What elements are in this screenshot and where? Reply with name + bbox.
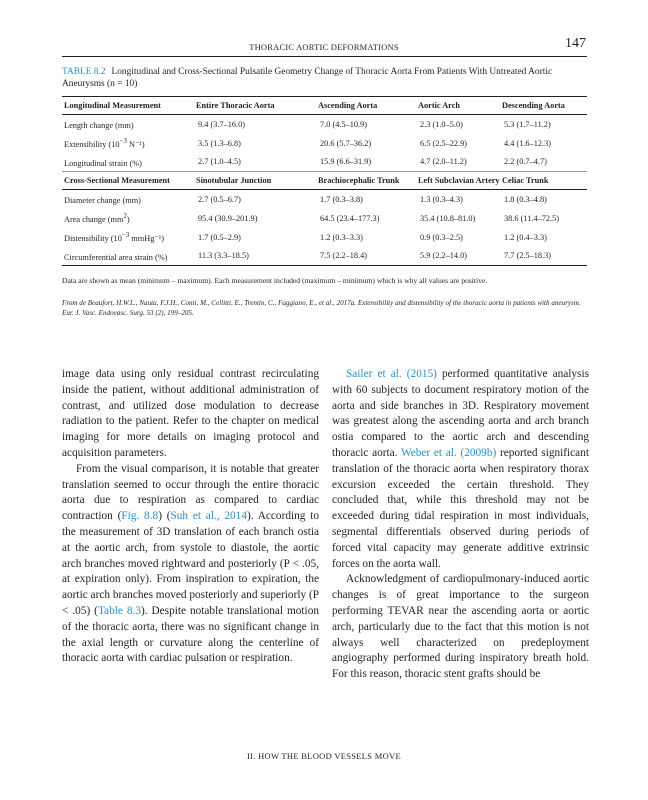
figure-link[interactable]: Fig. 8.8 [121, 510, 159, 523]
table-cell: 1.7 (0.5–2.9) [198, 232, 241, 242]
table-row [62, 247, 587, 266]
right-column [332, 367, 589, 683]
table-row [62, 209, 587, 228]
table-cell: 5.3 (1.7–11.2) [504, 119, 551, 129]
header-rule [62, 56, 587, 57]
table-caption [62, 66, 587, 90]
table-cell: 1.8 (0.3–4.8) [504, 195, 547, 205]
table-cell: 15.9 (6.6–31.9) [320, 157, 372, 167]
table-row [62, 228, 587, 247]
row-label: Diameter change (mm) [64, 196, 141, 206]
table-label: TABLE 8.2 [62, 67, 106, 77]
measurement-table [62, 96, 587, 266]
table-subheader-row [62, 172, 587, 190]
column-header: Sinotubular Junction [194, 172, 316, 190]
table-cell: 4.7 (2.0–11.2) [420, 157, 467, 167]
table-cell: 9.4 (3.7–16.0) [198, 119, 246, 129]
table-cell: 35.4 (10.8–81.0) [420, 213, 476, 223]
column-header: Left Subclavian Artery [416, 172, 500, 190]
table-cell: 7.7 (2.5–18.3) [500, 247, 587, 266]
column-header: Ascending Aorta [316, 97, 416, 115]
body-paragraph: Acknowledgment of cardiopulmonary-induced aortic changes is of great importance to the surgeon performing TEVAR near the ascending aorta or aortic arch, particularly due to the fact that this motion is not always well characterized on predeployment angiography performed during inspiratory breath hold. For this reason, thoracic stent grafts should be [332, 573, 589, 681]
body-paragraph: From the visual comparison, it is notable that greater translation seemed to occur through the entire thoracic aorta due to respiration as compared to cardiac contraction (Fig. 8.8) (Suh et al., 2014). According to the measurement of 3D translation of each branch ostia at the aortic arch, from systole to diastole, the aortic arch branches moved rightward and posteriorly (P < .05, at expiration only). From inspiration to expiration, the aortic arch branches moved posteriorly and superiorly (P < .05) (Table 8.3). Despite notable translational motion of the thoracic aorta, there was no significant change in the axial length or curvature along the centerline of thoracic aorta with cardiac pulsation or respiration. [62, 462, 319, 665]
table-cell: 3.5 (1.3–6.8) [198, 138, 241, 148]
table-cell: 0.9 (0.3–2.5) [420, 232, 463, 242]
table-row [62, 115, 587, 134]
row-label: Extensibility ($10^{-3}$ N⁻¹) [64, 137, 145, 149]
table-row [62, 134, 587, 153]
table-link[interactable]: Table 8.3 [97, 604, 141, 617]
column-header: Descending Aorta [500, 97, 587, 115]
table-caption-text: Longitudinal and Cross-Sectional Pulsatile Geometry Change of Thoracic Aorta From Patients With Untreated Aortic Aneurysms (n = 10) [62, 67, 553, 89]
table-cell: 2.3 (1.0–5.0) [420, 119, 463, 129]
table-cell: 1.2 (0.3–3.3) [320, 232, 363, 242]
row-label: Longitudinal strain (%) [64, 158, 142, 168]
table-cell: 20.6 (5.7–36.2) [320, 138, 372, 148]
body-paragraph: image data using only residual contrast recirculating inside the patient, without additional administration of contrast, and utilized dose modulation to decrease radiation to the patient. Refer to the chapter on medical imaging for more details on imaging protocol and acquisition parameters. [62, 368, 319, 459]
table-footnote: Data are shown as mean (minimum – maximum). Each measurement included (maximum – minimum) which is why all values are positive. [62, 276, 488, 285]
row-label: Distensibility ($10^{-3}$ mmHg⁻¹) [64, 231, 164, 243]
table-cell: 2.7 (0.5–6.7) [198, 195, 241, 205]
table-cell: 1.2 (0.4–3.3) [504, 232, 547, 242]
table-cell: 5.9 (2.2–14.0) [416, 247, 500, 266]
column-header: Longitudinal Measurement [62, 97, 194, 115]
table-cell: 4.4 (1.6–12.3) [504, 138, 552, 148]
table-cell: 2.2 (0.7–4.7) [504, 157, 547, 167]
citation-link[interactable]: Suh et al., 2014 [170, 510, 247, 523]
citation-link[interactable]: Sailer et al. (2015) [346, 368, 437, 380]
row-label: Circumferential area strain (%) [62, 247, 194, 266]
table-cell: 1.7 (0.3–3.8) [320, 195, 363, 205]
table-cell: 2.7 (1.0–4.5) [198, 157, 241, 167]
column-header: Celiac Trunk [500, 172, 587, 190]
table-cell: 64.5 (23.4–177.3) [320, 213, 380, 223]
table-row [62, 153, 587, 172]
body-paragraph: Sailer et al. (2015) performed quantitative analysis with 60 subjects to document respiratory motion of the aorta and side branches in 3D. Respiratory movement was greatest along the ascending aorta and arch branch ostia compared to the aortic arch and descending thoracic aorta. Weber et al. (2009b) reported significant translation of the thoracic aorta when respiratory thorax excursion exceeded the certain threshold. They concluded that, while this threshold may not be exceeded during tidal respiration in most individuals, segmental differentials observed during periods of forced vital capacity may generate additive extrinsic forces on the aorta wall. [332, 368, 589, 570]
table-header-row [62, 97, 587, 115]
table-cell: 95.4 (30.9–201.9) [198, 213, 258, 223]
column-header: Entire Thoracic Aorta [194, 97, 316, 115]
page-number: 147 [565, 36, 586, 51]
table-cell: 7.0 (4.5–10.9) [320, 119, 368, 129]
table-cell: 7.5 (2.2–18.4) [316, 247, 416, 266]
row-label: Area change $(mm^2)$ [64, 213, 130, 224]
row-label: Length change (mm) [64, 120, 134, 130]
citation-link[interactable]: Weber et al. (2009b) [401, 446, 497, 459]
column-header: Cross-Sectional Measurement [62, 172, 194, 190]
table-cell: 11.3 (3.3–18.5) [194, 247, 316, 266]
table-cell: 6.5 (2.5–22.9) [420, 138, 468, 148]
table-cell: 38.6 (11.4–72.5) [504, 213, 559, 223]
table-cell: 1.3 (0.3–4.3) [420, 195, 463, 205]
table-row [62, 190, 587, 209]
running-footer: II. HOW THE BLOOD VESSELS MOVE [247, 751, 401, 761]
left-column [62, 367, 319, 667]
table-source-citation: From de Beaufort, H.W.L., Nauta, F.J.H., Conti, M., Cellitti, E., Trentin, C., Faggiano, E., et al., 2017a. Extensibility and distensibility of the thoracic aorta in patients with aneurysm. Eur. J. Vasc. Endovasc. Surg. 53 (2), 199–205. [62, 299, 581, 317]
running-header: THORACIC AORTIC DEFORMATIONS [249, 42, 399, 52]
column-header: Brachiocephalic Trunk [316, 172, 416, 190]
column-header: Aortic Arch [416, 97, 500, 115]
